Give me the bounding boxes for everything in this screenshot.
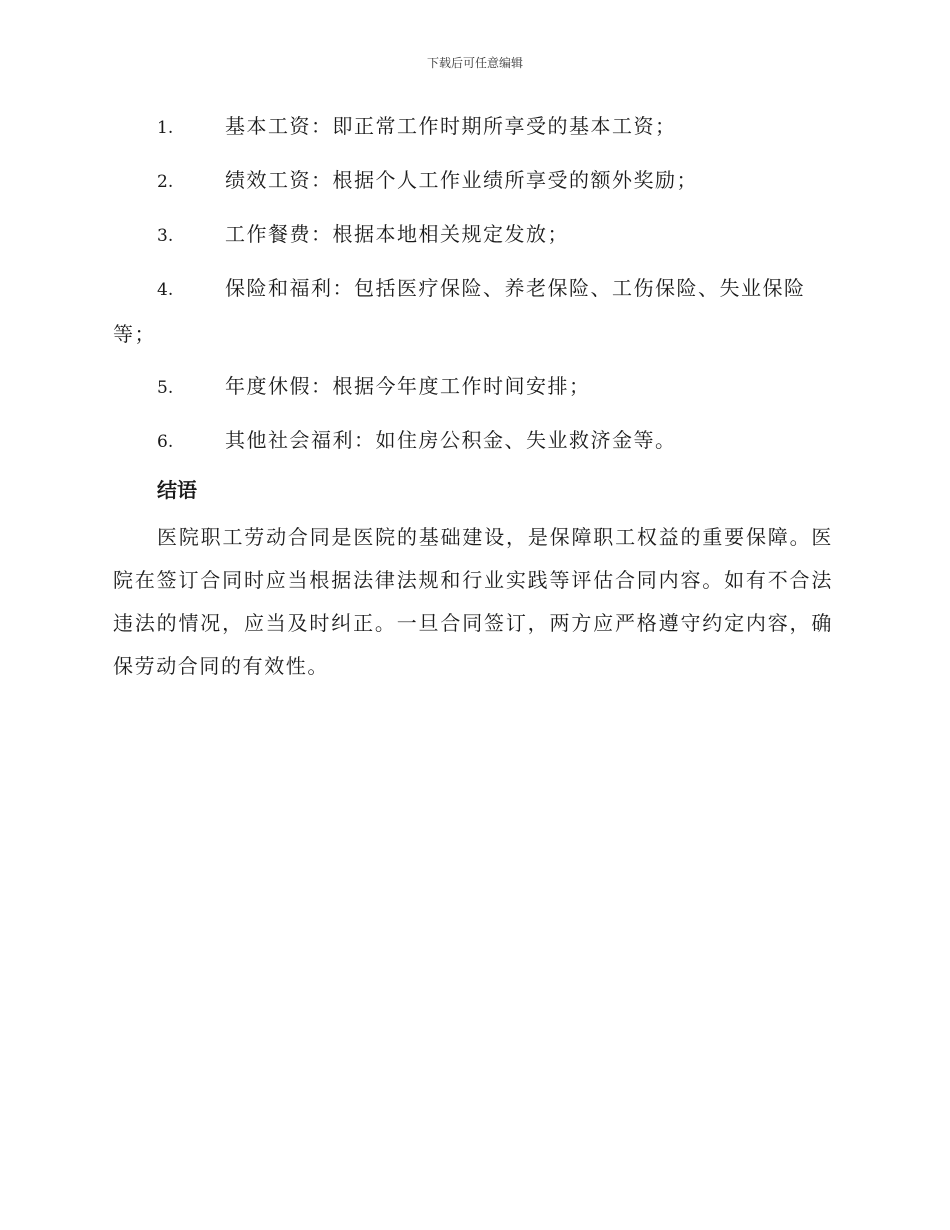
list-item-text: 工作餐费：根据本地相关规定发放； [225, 222, 569, 246]
list-item [113, 266, 833, 356]
list-item-number: 4. [157, 280, 174, 300]
list-item-number: 5. [157, 378, 174, 398]
list-item-number: 6. [157, 432, 174, 452]
section-heading: 结语 [157, 478, 197, 502]
list-item-number: 3. [157, 226, 174, 246]
list-item-text: 基本工资：即正常工作时期所享受的基本工资； [225, 114, 677, 138]
page-header: 下载后可任意编辑 [426, 56, 523, 70]
list-item [113, 104, 833, 150]
list-item-text: 年度休假：根据今年度工作时间安排； [225, 374, 591, 398]
list-item [113, 212, 833, 258]
list-item-number: 1. [157, 118, 174, 138]
list-item-text: 绩效工资：根据个人工作业绩所享受的额外奖励； [225, 168, 698, 192]
document-body [113, 104, 833, 688]
conclusion-paragraph: 医院职工劳动合同是医院的基础建设，是保障职工权益的重要保障。医院在签订合同时应当根据法律法规和行业实践等评估合同内容。如有不合法违法的情况，应当及时纠正。一旦合同签订，两方应严格遵守约定内容，确保劳动合同的有效性。 [113, 525, 833, 678]
list-item-text: 其他社会福利：如住房公积金、失业救济金等。 [225, 428, 677, 452]
list-item [113, 418, 833, 464]
list-item [113, 364, 833, 410]
list-item-number: 2. [157, 172, 174, 192]
list-item [113, 158, 833, 204]
list-item-text: 保险和福利：包括医疗保险、养老保险、工伤保险、失业保险等； [113, 276, 806, 346]
